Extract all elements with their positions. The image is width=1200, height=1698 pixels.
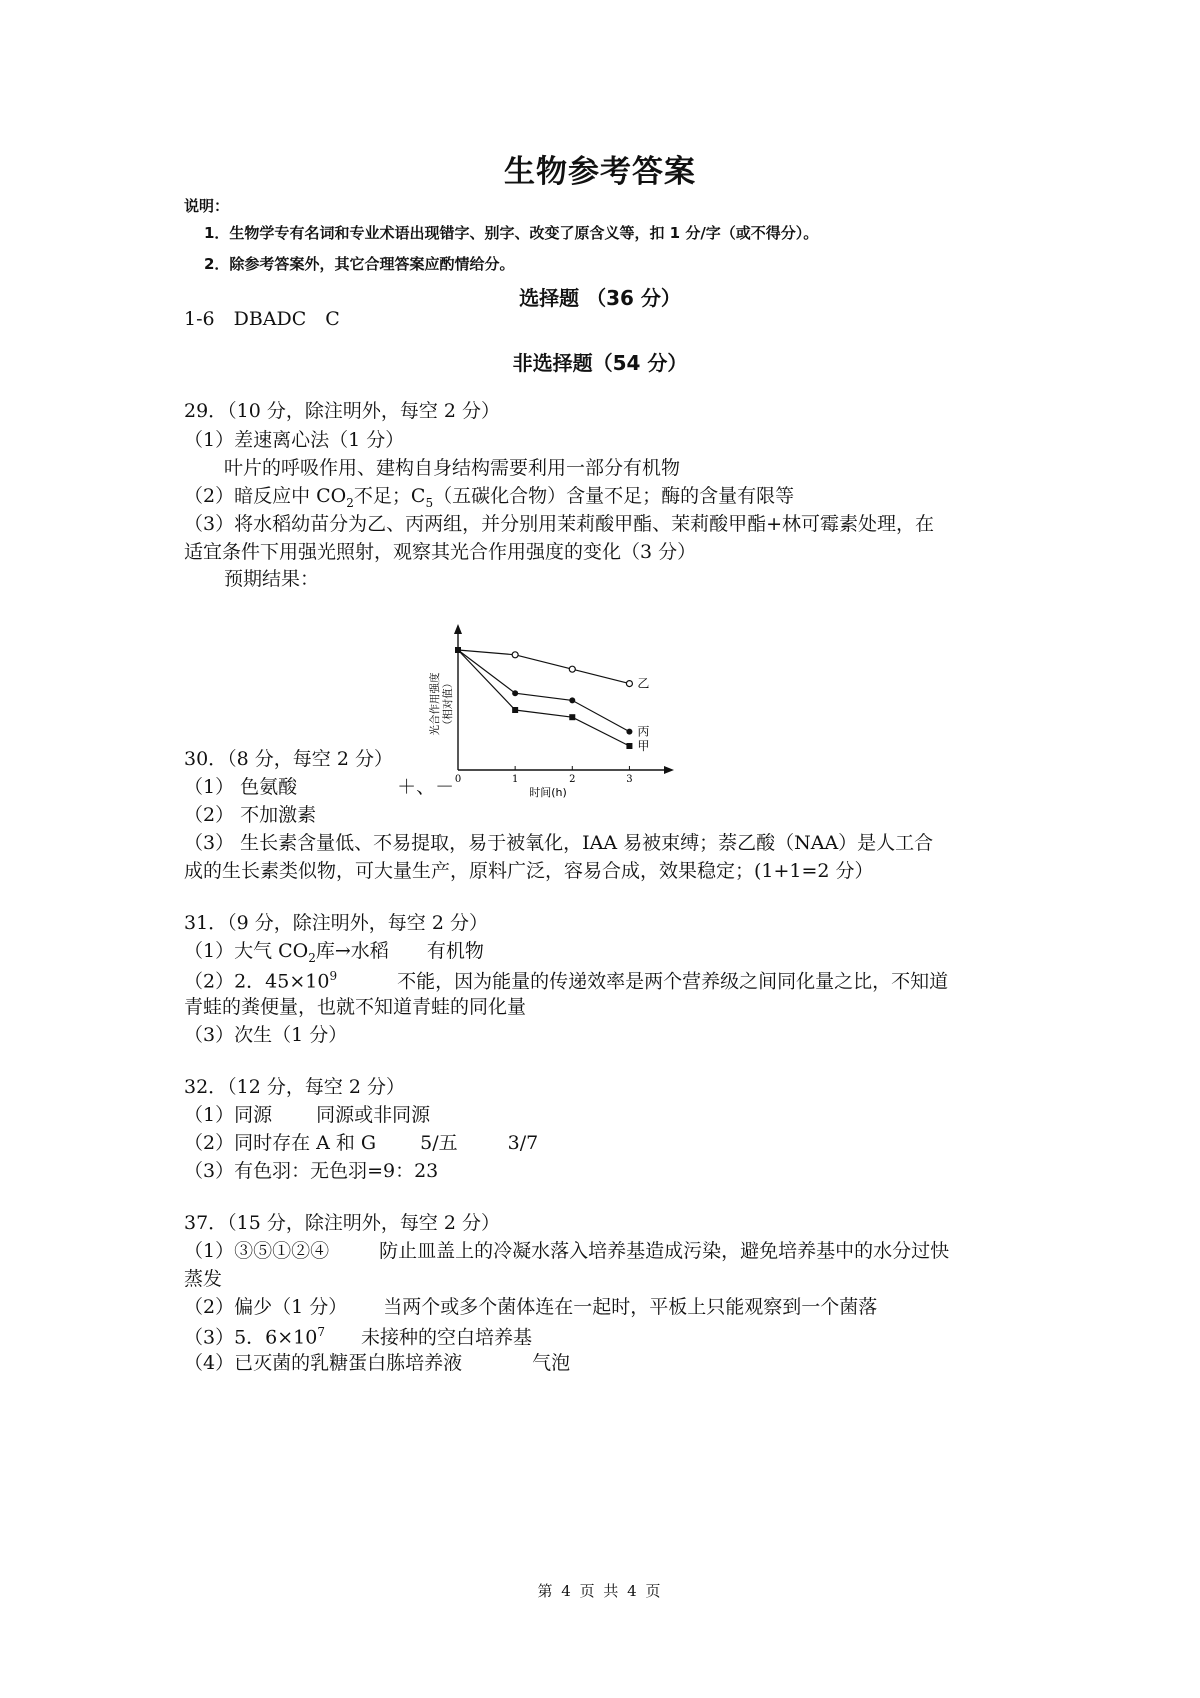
q37-line-3-b: 当两个或多个菌体连在一起时，平板上只能观察到一个菌落	[383, 1296, 878, 1318]
q31-line-2-b: 不能，因为能量的传递效率是两个营养级之间同化量之比，不知道	[397, 970, 949, 993]
q31-line-2	[184, 970, 948, 991]
q30-line-1-b: ＋、－	[397, 776, 455, 798]
q31-line-3: 青蛙的粪便量，也就不知道青蛙的同化量	[184, 996, 527, 1018]
q37-line-5	[184, 1354, 570, 1373]
q30-line-4: 成的生长素类似物，可大量生产，原料广泛，容易合成，效果稳定；(1+1=2 分）	[184, 860, 874, 882]
y-axis-arrow	[454, 624, 462, 634]
q31-line-1-c: 有机物	[426, 940, 484, 962]
point-乙	[512, 652, 518, 658]
q37-line-4-sup: 7	[317, 1325, 326, 1339]
q37-line-4	[184, 1326, 532, 1347]
q31-line-1-sub: 2	[308, 950, 316, 965]
photosynthesis-line-chart	[429, 624, 710, 800]
y-axis-label: 光合作用强度	[429, 672, 441, 736]
x-tick-label: 0	[454, 774, 462, 785]
q29-line-3-sub2: 5	[425, 495, 434, 510]
q29-line-3	[184, 487, 794, 509]
q31-line-1	[184, 942, 484, 964]
q37-line-4-a: （3）5．6×10	[184, 1326, 318, 1349]
point-乙	[569, 666, 575, 672]
q37-line-3-a: （2）偏少（1 分）	[184, 1296, 348, 1318]
x-tick-label: 3	[626, 774, 633, 785]
point-甲	[569, 714, 575, 720]
q29-heading: 29．（10 分，除注明外，每空 2 分）	[184, 400, 501, 422]
point-甲	[512, 707, 518, 713]
q31-heading: 31．（9 分，除注明外，每空 2 分）	[184, 912, 488, 934]
q29-line-3-a: （2）暗反应中 CO	[184, 485, 347, 507]
page-footer: 第 4 页 共 4 页	[537, 1582, 663, 1600]
q37-heading: 37．（15 分，除注明外，每空 2 分）	[184, 1212, 501, 1234]
point-丙	[626, 729, 632, 735]
q37-line-3	[184, 1298, 877, 1317]
q30-line-1	[184, 778, 454, 797]
q30-line-1-a: （1） 色氨酸	[184, 776, 298, 798]
q37-line-4-b: 未接种的空白培养基	[361, 1326, 533, 1349]
page-title: 生物参考答案	[504, 154, 696, 190]
x-tick-label: 1	[511, 774, 519, 785]
q32-line-2-a: （2）同时存在 A 和 G	[184, 1132, 377, 1154]
q31-line-1-b: 库→水稻	[315, 940, 389, 962]
y-axis-label-unit: （相对值）	[442, 677, 454, 731]
q29-line-3-sub: 2	[346, 495, 354, 510]
q30-heading: 30．（8 分，每空 2 分）	[184, 748, 393, 770]
series-label-甲: 甲	[637, 739, 650, 753]
q32-line-1	[184, 1106, 430, 1125]
series-label-乙: 乙	[637, 676, 650, 691]
note-item-2: 2．除参考答案外，其它合理答案应酌情给分。	[204, 255, 515, 273]
q31-line-2-a: （2）2．45×10	[184, 970, 330, 993]
series-label-丙: 丙	[637, 724, 650, 739]
x-tick-label: 2	[569, 774, 576, 785]
q37-line-1-b: 防止皿盖上的冷凝水落入培养基造成污染，避免培养基中的水分过快	[379, 1240, 950, 1262]
point-丙	[569, 697, 575, 703]
x-axis-arrow	[664, 766, 674, 774]
q31-line-2-sup: 9	[329, 969, 338, 983]
q29-line-4: （3）将水稻幼苗分为乙、丙两组，并分别用茉莉酸甲酯、茉莉酸甲酯+林可霉素处理，在	[184, 513, 935, 535]
q29-line-5: 适宜条件下用强光照射，观察其光合作用强度的变化（3 分）	[184, 541, 697, 563]
q37-line-1-a: （1）③⑤①②④	[184, 1240, 330, 1262]
q29-line-2: 叶片的呼吸作用、建构自身结构需要利用一部分有机物	[224, 457, 681, 479]
choice-heading: 选择题 （36 分）	[519, 286, 681, 310]
q32-line-3: （3）有色羽：无色羽=9：23	[184, 1160, 439, 1182]
choice-answers: 1-6 DBADC C	[184, 308, 340, 330]
point-甲	[626, 743, 632, 749]
q29-line-3-b: 不足；C	[353, 485, 426, 507]
q29-line-6: 预期结果：	[224, 568, 320, 590]
q37-line-5-b: 气泡	[532, 1352, 571, 1374]
q30-line-3: （3） 生长素含量低、不易提取，易于被氧化，IAA 易被束缚；萘乙酸（NAA）是人工合	[184, 832, 934, 854]
q32-heading: 32．（12 分，每空 2 分）	[184, 1076, 406, 1098]
q32-line-1-a: （1）同源	[184, 1104, 273, 1126]
note-item-1: 1．生物学专有名词和专业术语出现错字、别字、改变了原含义等，扣 1 分/字（或不得分）。	[204, 224, 819, 242]
q37-line-1	[184, 1242, 949, 1261]
q31-line-4: （3）次生（1 分）	[184, 1024, 348, 1046]
nonchoice-heading: 非选择题（54 分）	[512, 351, 688, 375]
q30-line-2: （2） 不加激素	[184, 804, 317, 826]
notes-heading: 说明：	[184, 197, 230, 215]
q37-line-5-a: （4）已灭菌的乳糖蛋白胨培养液	[184, 1352, 463, 1374]
x-axis-label: 时间(h)	[529, 786, 567, 799]
q32-line-2	[184, 1134, 538, 1153]
q29-line-1: （1）差速离心法（1 分）	[184, 429, 405, 451]
q32-line-1-b: 同源或非同源	[316, 1104, 431, 1126]
q31-line-1-a: （1）大气 CO	[184, 940, 309, 962]
point-乙	[626, 681, 632, 687]
point-丙	[512, 690, 518, 696]
q29-line-3-c: （五碳化合物）含量不足；酶的含量有限等	[433, 485, 795, 507]
q32-line-2-c: 3/7	[507, 1132, 539, 1154]
series-line-乙	[458, 650, 629, 684]
q32-line-2-b: 5/五	[420, 1132, 458, 1154]
q37-line-2: 蒸发	[184, 1268, 223, 1290]
series-line-甲	[458, 650, 629, 746]
